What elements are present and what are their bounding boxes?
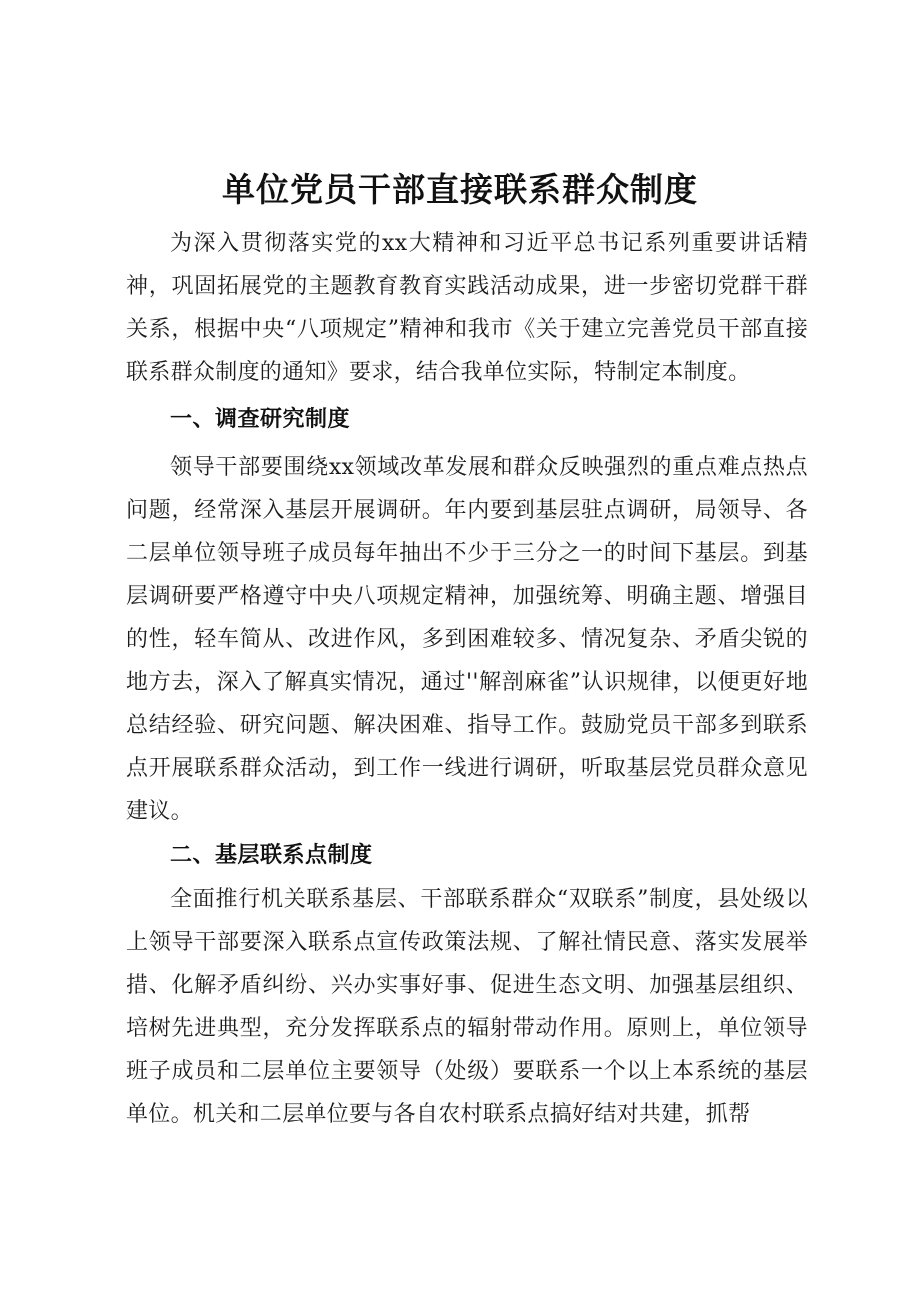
section-paragraph-research: 领导干部要围绕xx领域改革发展和群众反映强烈的重点难点热点问题，经常深入基层开展调研。年内要到基层驻点调研，局领导、各二层单位领导班子成员每年抽出不少于三分之一的时间下基层。到基层调研要严格遵守中央八项规定精神，加强统筹、明确主题、增强目的性，轻车简从、改进作风，多到困难较多、情况复杂、矛盾尖锐的地方去，深入了解真实情况，通过''解剖麻雀”认识规律，以便更好地总结经验、研究问题、解决困难、指导工作。鼓励党员干部多到联系点开展联系群众活动，到工作一线进行调研，听取基层党员群众意见建议。 <box>126 455 808 824</box>
intro-paragraph: 为深入贯彻落实党的xx大精神和习近平总书记系列重要讲话精神，巩固拓展党的主题教育教育实践活动成果，进一步密切党群干群关系，根据中央“八项规定”精神和我市《关于建立完善党员干部直接联系群众制度的通知》要求，结合我单位实际，特制定本制度。 <box>126 231 808 385</box>
section-heading-contact-point: 二、基层联系点制度 <box>170 843 373 868</box>
section-heading-research: 一、调查研究制度 <box>170 407 351 432</box>
section-paragraph-contact-point: 全面推行机关联系基层、干部联系群众“双联系”制度，县处级以上领导干部要深入联系点宣传政策法规、了解社情民意、落实发展举措、化解矛盾纠纷、兴办实事好事、促进生态文明、加强基层组织、培树先进典型，充分发挥联系点的辐射带动作用。原则上，单位领导班子成员和二层单位主要领导（处级）要联系一个以上本系统的基层单位。机关和二层单位要与各自农村联系点搞好结对共建，抓帮 <box>126 887 808 1127</box>
document-title: 单位党员干部直接联系群众制度 <box>222 170 698 209</box>
